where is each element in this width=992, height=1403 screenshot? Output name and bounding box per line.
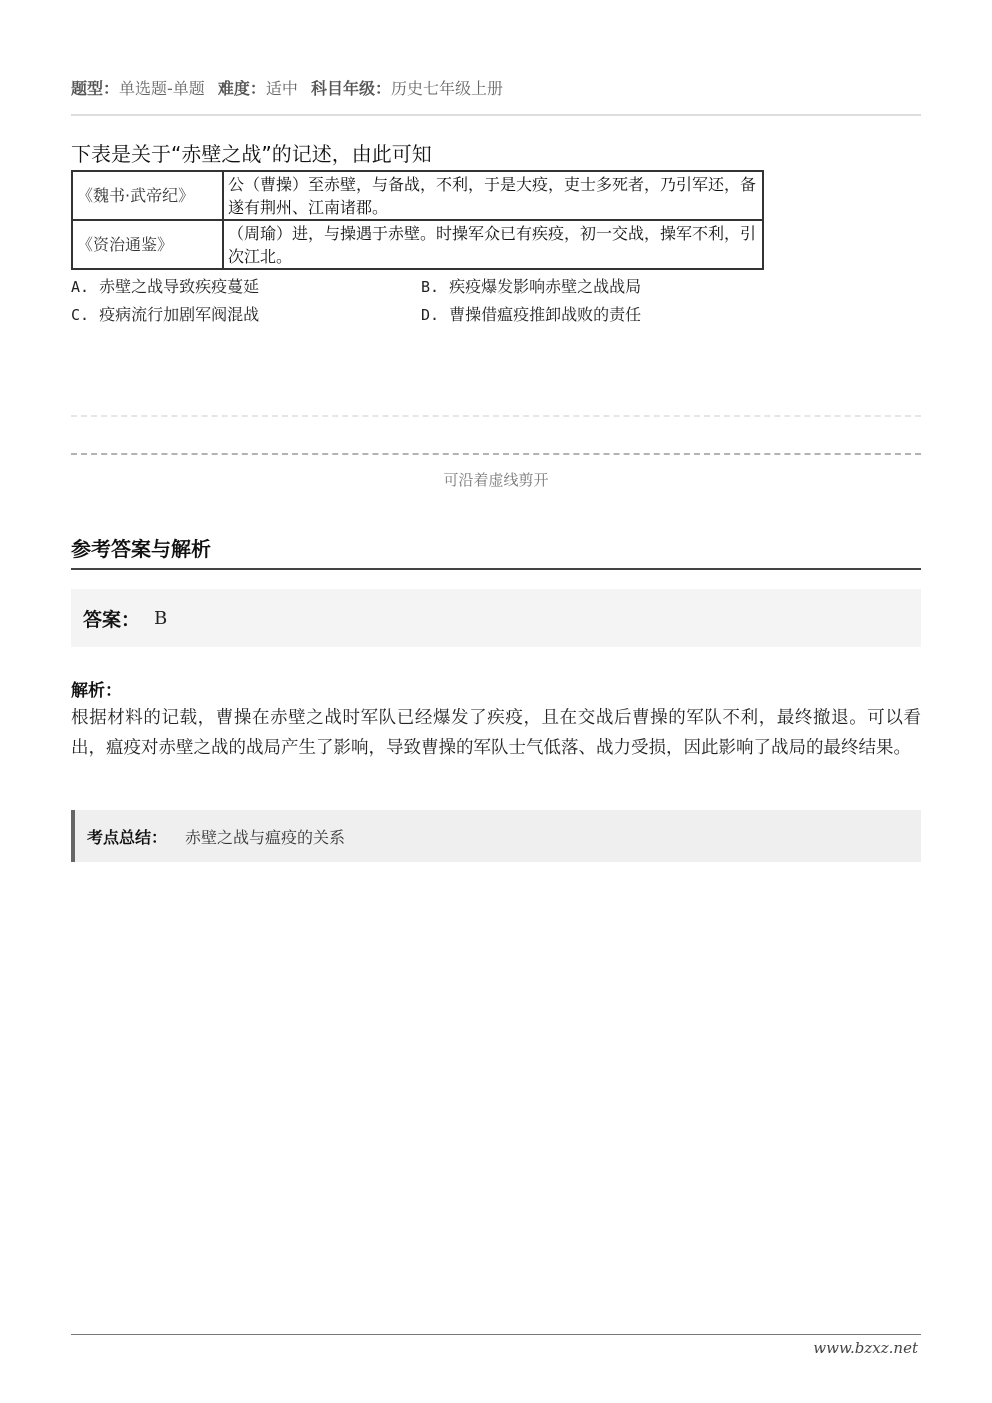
- table-row: [72, 220, 763, 269]
- option-d[interactable]: [421, 301, 771, 329]
- option-c[interactable]: [71, 301, 421, 329]
- source-table: [71, 170, 764, 270]
- footer-divider: [71, 1334, 921, 1335]
- option-key: D.: [421, 306, 440, 324]
- answer-section-title: 参考答案与解析: [71, 537, 211, 561]
- difficulty-label: 难度：: [217, 79, 266, 98]
- dashed-divider-light: [71, 415, 921, 417]
- source-text: 公（曹操）至赤壁，与备战，不利，于是大疫，吏士多死者，乃引军还，备遂有荆州、江南诸郡。: [223, 171, 763, 220]
- type-value: 单选题-单题: [119, 79, 205, 98]
- dashed-cut-line: [71, 453, 921, 455]
- option-text: 疫病流行加剧军阀混战: [99, 305, 260, 324]
- answer-value: B: [154, 607, 168, 629]
- analysis-text: 根据材料的记载，曹操在赤壁之战时军队已经爆发了疾疫，且在交战后曹操的军队不利，最终撤退。可以看出，瘟疫对赤壁之战的战局产生了影响，导致曹操的军队士气低落、战力受损，因此影响了战局的最终结果。: [71, 708, 921, 758]
- option-key: C.: [71, 306, 90, 324]
- question-stem: 下表是关于“赤壁之战”的记述，由此可知: [71, 142, 432, 166]
- analysis-label: 解析：: [71, 681, 122, 701]
- type-label: 题型：: [71, 79, 120, 98]
- source-text: （周瑜）进，与操遇于赤壁。时操军众已有疾疫，初一交战，操军不利，引次江北。: [223, 220, 763, 269]
- meta-divider: [71, 114, 921, 116]
- subject-value: 历史七年级上册: [391, 79, 504, 98]
- answer-box: [71, 589, 921, 647]
- summary-label: 考点总结：: [87, 827, 168, 847]
- option-a[interactable]: [71, 273, 421, 301]
- option-b[interactable]: [421, 273, 771, 301]
- option-text: 曹操借瘟疫推卸战败的责任: [449, 305, 642, 324]
- difficulty-value: 适中: [265, 79, 298, 98]
- question-meta: [71, 78, 511, 100]
- source-title: 《魏书·武帝纪》: [72, 171, 223, 220]
- answer-label: 答案：: [83, 608, 141, 631]
- subject-label: 科目年级：: [311, 79, 392, 98]
- footer-site-link[interactable]: www.bzxz.net: [813, 1339, 918, 1357]
- cut-hint: 可沿着虚线剪开: [443, 471, 549, 489]
- option-text: 赤壁之战导致疾疫蔓延: [99, 277, 260, 296]
- option-key: A.: [71, 278, 90, 296]
- table-row: [72, 171, 763, 220]
- summary-value: 赤壁之战与瘟疫的关系: [185, 827, 346, 847]
- summary-box: [71, 810, 921, 862]
- answer-options: [71, 273, 771, 329]
- source-title: 《资治通鉴》: [72, 220, 223, 269]
- option-key: B.: [421, 278, 440, 296]
- answer-section-divider: [71, 568, 921, 570]
- option-text: 疾疫爆发影响赤壁之战战局: [449, 277, 642, 296]
